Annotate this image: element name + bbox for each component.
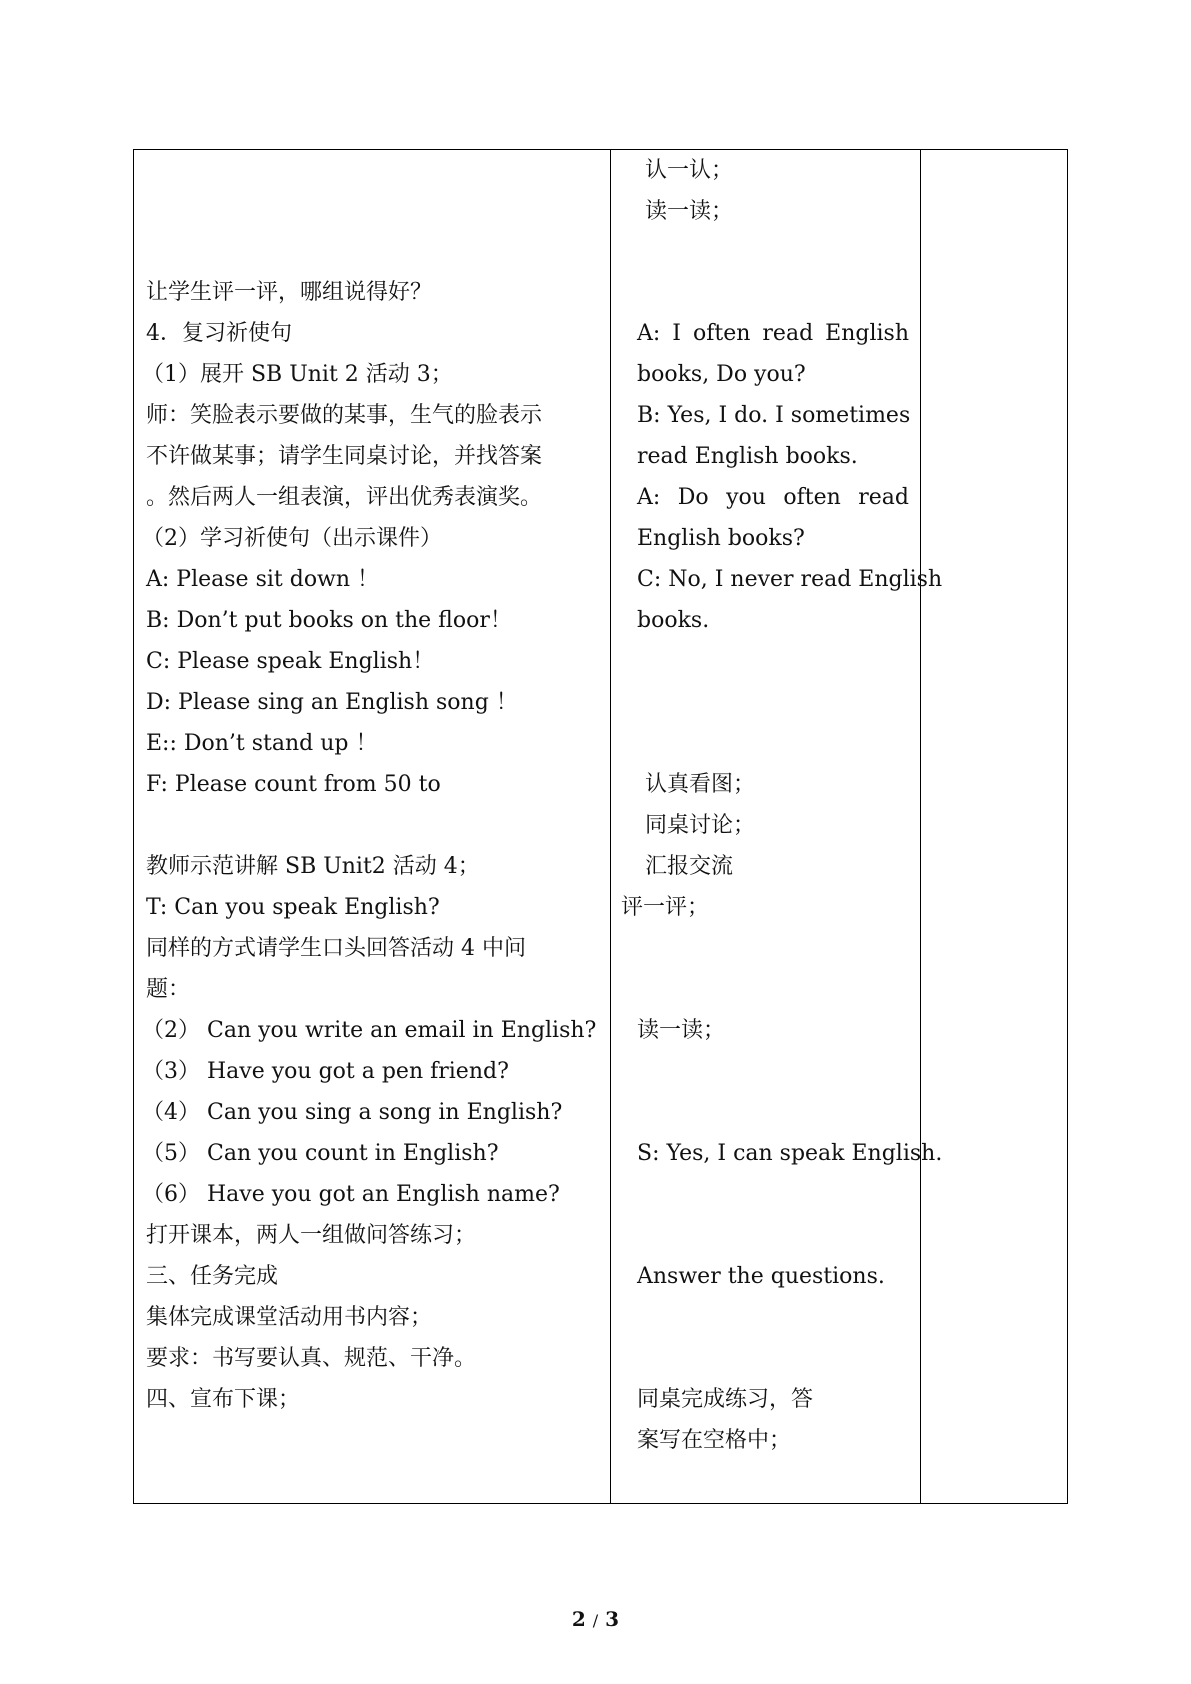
col1-line: D: Please sing an English song ！ [146,690,518,715]
col1-line: 4．复习祈使句 [146,321,292,346]
total-pages: 3 [605,1607,620,1631]
col1-line: （6） Have you got an English name? [142,1182,560,1207]
col1-line: B: Don’t put books on the floor！ [146,608,512,633]
page-number [0,1607,1191,1631]
col1-line: 四、宣布下课； [146,1387,301,1412]
col1-line: （2）学习祈使句（出示课件） [142,526,442,551]
col2-line: English books? [637,526,805,551]
col2-line: S: Yes, I can speak English. [637,1141,943,1166]
col2-line: B: Yes, I do. I sometimes [637,403,911,428]
col1-line: 打开课本，两人一组做问答练习； [146,1223,477,1248]
col2-line: A: Do you often read [637,485,909,510]
current-page: 2 [571,1607,586,1631]
col2-line: 读一读； [637,1018,726,1043]
lesson-plan-table [133,149,1068,1504]
col2-line: 认一认； [645,158,734,183]
col1-line: （5） Can you count in English? [142,1141,499,1166]
col1-line: E:: Don’t stand up ！ [146,731,378,756]
col1-line: 师：笑脸表示要做的某事，生气的脸表示 [146,403,543,428]
col1-line: 要求：书写要认真、规范、干净。 [146,1346,477,1371]
col1-line: （3） Have you got a pen friend? [142,1059,509,1084]
col1-line: 不许做某事；请学生同桌讨论，并找答案 [146,444,543,469]
col1-line: 集体完成课堂活动用书内容； [146,1305,433,1330]
col2-line: books. [637,608,710,633]
col1-line: C: Please speak English！ [146,649,435,674]
col2-line: 同桌讨论； [645,813,756,838]
column-divider-1 [610,150,611,1503]
col2-line: 读一读； [645,199,734,224]
col1-line: 同样的方式请学生口头回答活动 4 中问 [146,936,526,961]
col1-line: （4） Can you sing a song in English? [142,1100,563,1125]
col1-line: A: Please sit down ！ [146,567,380,592]
col1-line: 三、任务完成 [146,1264,279,1289]
col2-line: C: No, I never read English [637,567,943,592]
page-separator: / [592,1611,599,1630]
col2-line: A: I often read English [637,321,909,346]
col1-line: 题： [146,977,191,1002]
col1-line: 教师示范讲解 SB Unit2 活动 4； [146,854,480,879]
column-divider-2 [920,150,921,1503]
col2-line: 认真看图； [645,772,756,797]
notes-column [922,150,1067,1503]
col2-line: 同桌完成练习，答 [637,1387,814,1412]
col2-line: books, Do you? [637,362,806,387]
col2-line: 评一评； [621,895,710,920]
col1-line: F: Please count from 50 to [146,772,441,797]
col1-line: （1）展开 SB Unit 2 活动 3； [142,362,453,387]
col2-line: 汇报交流 [645,854,734,879]
col2-line: Answer the questions. [637,1264,885,1289]
col2-line: 案写在空格中； [637,1428,792,1453]
col1-line: （2） Can you write an email in English? [142,1018,597,1043]
col1-line: 让学生评一评，哪组说得好？ [146,280,433,305]
col1-line: 。然后两人一组表演，评出优秀表演奖。 [146,485,543,510]
col2-line: read English books. [637,444,858,469]
col1-line: T: Can you speak English? [146,895,440,920]
